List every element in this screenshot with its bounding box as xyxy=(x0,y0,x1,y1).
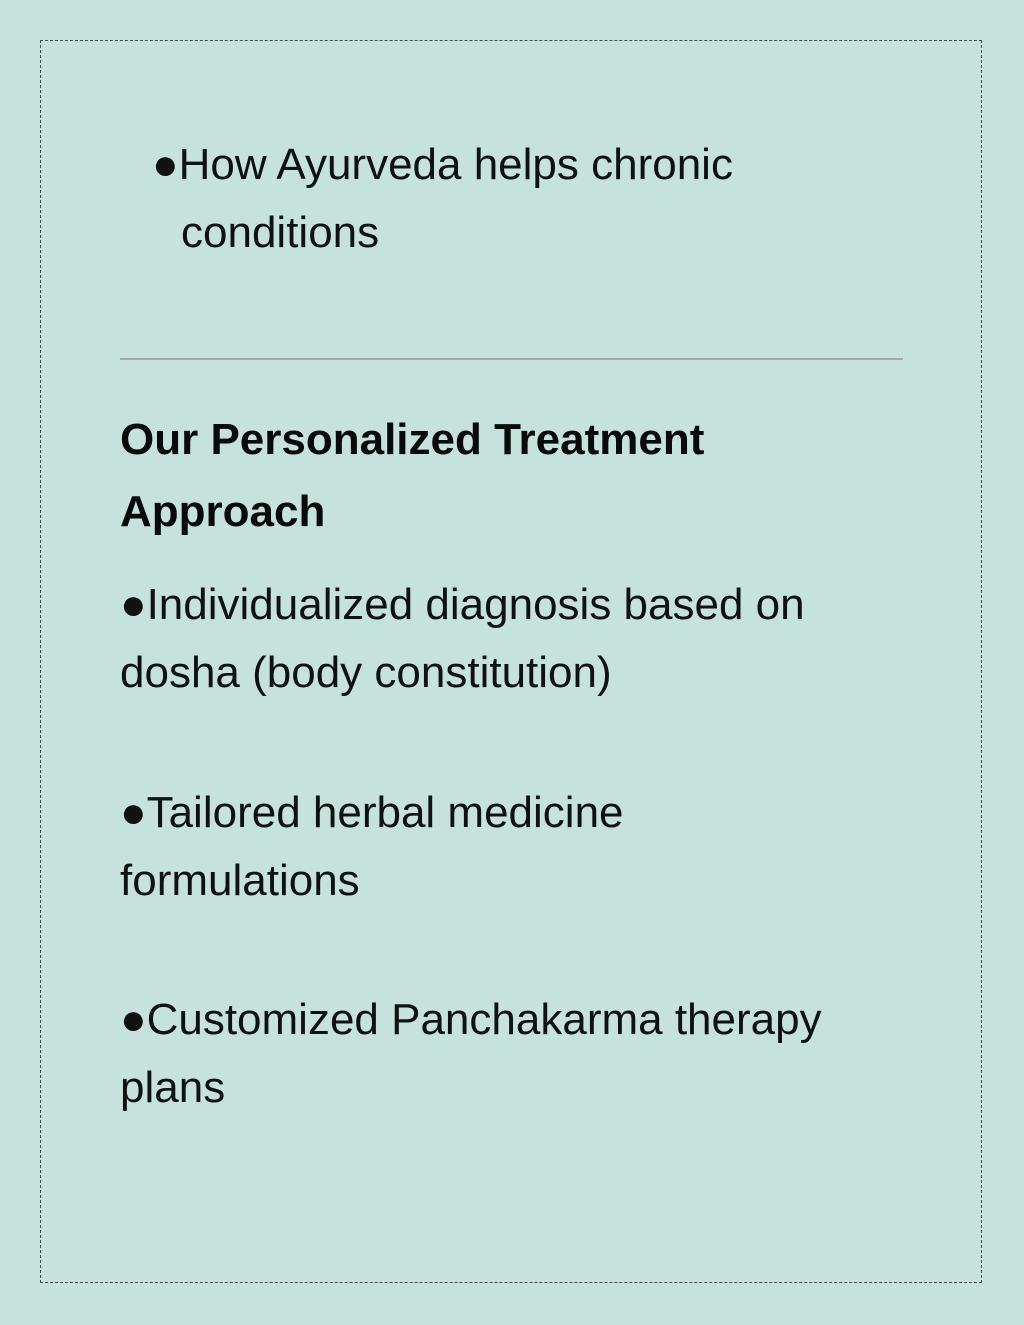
treatment-bullet-3-line-2: plans xyxy=(120,1063,226,1112)
treatment-bullet-3-line-1: ●Customized Panchakarma therapy xyxy=(120,995,822,1044)
treatment-bullet-2-line-1: ●Tailored herbal medicine xyxy=(120,788,624,837)
intro-bullet-line-1: ●How Ayurveda helps chronic xyxy=(152,140,733,189)
intro-bullet-line-2: conditions xyxy=(181,208,380,257)
section-heading-line-1: Our Personalized Treatment xyxy=(120,415,705,464)
section-divider xyxy=(120,358,903,360)
treatment-bullet-1-line-2: dosha (body constitution) xyxy=(120,648,612,697)
treatment-bullet-1-line-1: ●Individualized diagnosis based on xyxy=(120,580,805,629)
section-heading-line-2: Approach xyxy=(120,487,326,536)
treatment-bullet-2-line-2: formulations xyxy=(120,856,360,905)
